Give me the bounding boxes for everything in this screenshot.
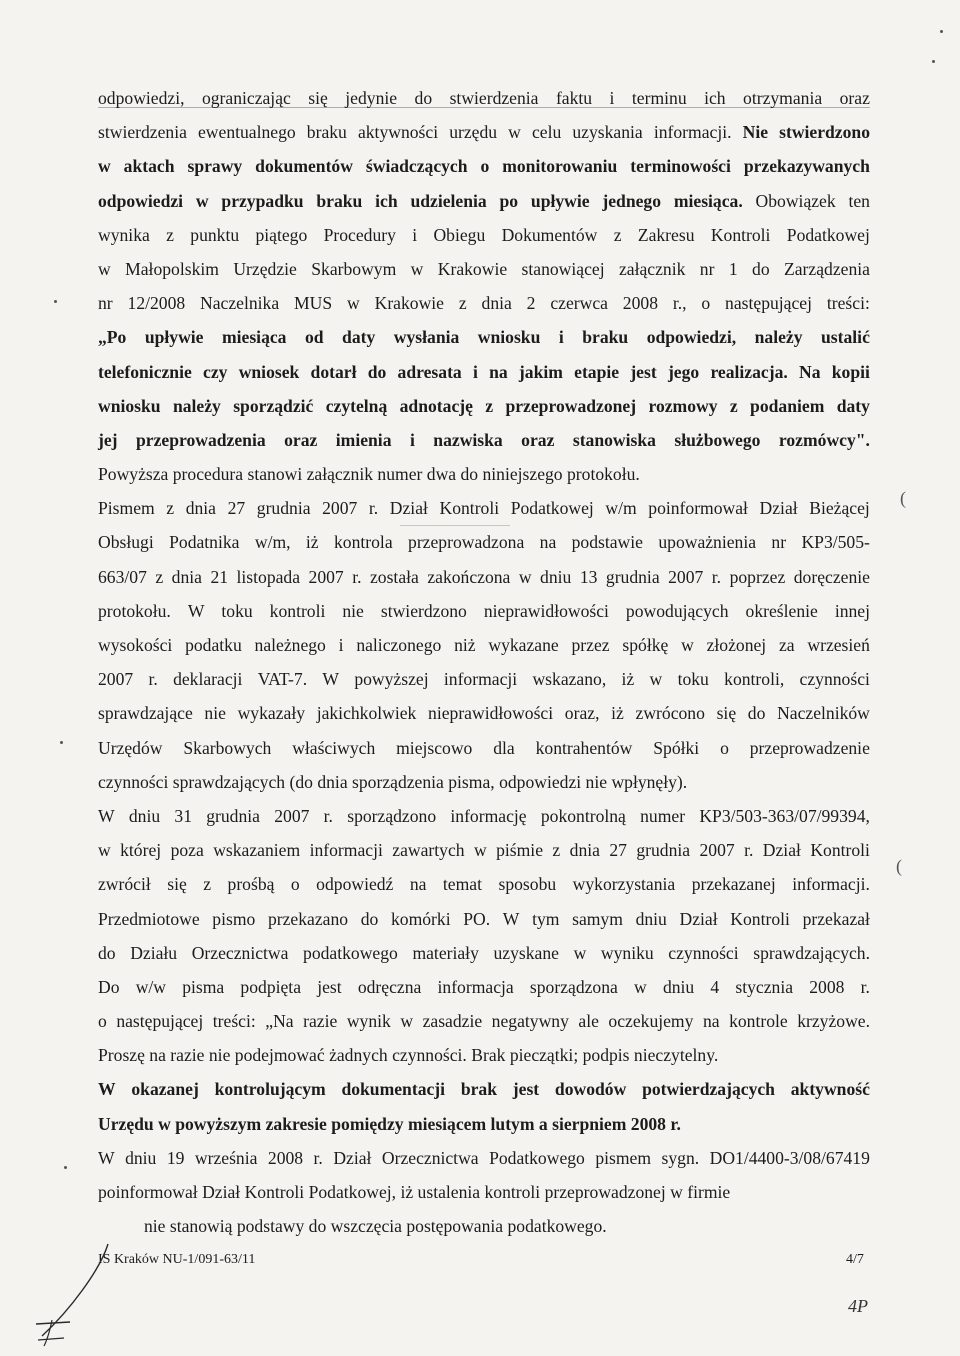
page-number: 4/7 bbox=[846, 1252, 864, 1267]
text-line: stwierdzenia ewentualnego braku aktywności urzędu w celu uzyskania informacji. Nie stwierdzono bbox=[98, 122, 870, 143]
text-line: wniosku należy sporządzić czytelną adnotację z przeprowadzonej rozmowy z podaniem daty bbox=[98, 395, 870, 416]
text-line: czynności sprawdzających (do dnia sporządzenia pisma, odpowiedzi nie wpłynęły). bbox=[98, 771, 688, 792]
text-line: poinformował Dział Kontroli Podatkowej, iż ustalenia kontroli przeprowadzonej w firmie bbox=[98, 1182, 731, 1202]
text-line: W dniu 19 września 2008 r. Dział Orzecznictwa Podatkowego pismem sygn. DO1/4400-3/08/67419 bbox=[98, 1147, 870, 1168]
text-line: o następującej treści: „Na razie wynik w zasadzie negatywny ale oczekujemy na kontrole krzyżowe. bbox=[98, 1011, 870, 1032]
text-line: do Działu Orzecznictwa podatkowego materiały uzyskane w wyniku czynności sprawdzających. bbox=[98, 942, 870, 963]
text-line: 663/07 z dnia 21 listopada 2007 r. została zakończona w dniu 13 grudnia 2007 r. poprzez doręczenie bbox=[98, 566, 870, 587]
scan-speck bbox=[60, 741, 63, 744]
text-line: nie stanowią podstawy do wszczęcia postępowania podatkowego. bbox=[144, 1216, 607, 1237]
text-line: protokołu. W toku kontroli nie stwierdzono nieprawidłowości powodujących określenie innej bbox=[98, 600, 870, 621]
text-line: sprawdzające nie wykazały jakichkolwiek nieprawidłowości oraz, iż zwrócono się do Naczelników bbox=[98, 703, 870, 724]
text-line: telefonicznie czy wniosek dotarł do adresata i na jakim etapie jest jego realizacja. Na kopii bbox=[98, 361, 870, 382]
text-line: Proszę na razie nie podejmować żadnych czynności. Brak pieczątki; podpis nieczytelny. bbox=[98, 1045, 719, 1066]
margin-mark-2: ( bbox=[896, 856, 902, 876]
text-line: Urzędów Skarbowych właściwych miejscowo dla kontrahentów Spółki o przeprowadzenie bbox=[98, 737, 870, 758]
text-line: „Po upływie miesiąca od daty wysłania wniosku i braku odpowiedzi, należy ustalić bbox=[98, 327, 870, 348]
text-line: odpowiedzi, ograniczając się jedynie do stwierdzenia faktu i terminu ich otrzymania oraz bbox=[98, 88, 870, 108]
text-line: jej przeprowadzenia oraz imienia i nazwiska oraz stanowiska służbowego rozmówcy". bbox=[98, 429, 870, 450]
text-line: Przedmiotowe pismo przekazano do komórki PO. W tym samym dniu Dział Kontroli przekazał bbox=[98, 908, 870, 929]
text-line: odpowiedzi w przypadku braku ich udzielenia po upływie jednego miesiąca. Obowiązek ten bbox=[98, 190, 870, 211]
text-line: Obsługi Podatnika w/m, iż kontrola przeprowadzona na podstawie upoważnienia nr KP3/505- bbox=[98, 532, 870, 553]
scan-speck bbox=[940, 30, 943, 33]
text-line: zwrócił się z prośbą o odpowiedź na temat sposobu wykorzystania przekazanej informacji. bbox=[98, 874, 870, 895]
text-line: wysokości podatku należnego i naliczonego niż wykazane przez spółkę w złożonej za wrzesień bbox=[98, 635, 870, 655]
handwritten-note: 4P bbox=[848, 1296, 868, 1316]
text-line: W okazanej kontrolującym dokumentacji brak jest dowodów potwierdzających aktywność bbox=[98, 1079, 870, 1100]
footer-reference: IS Kraków NU-1/091-63/11 bbox=[98, 1252, 256, 1267]
margin-mark-1: ( bbox=[900, 488, 906, 508]
scan-speck bbox=[932, 60, 935, 63]
document-body bbox=[98, 81, 870, 1243]
text-line: Pismem z dnia 27 grudnia 2007 r. Dział Kontroli Podatkowej w/m poinformował Dział Bieżącej bbox=[98, 498, 870, 519]
signature-mark bbox=[30, 1240, 150, 1350]
text-line: W dniu 31 grudnia 2007 r. sporządzono informację pokontrolną numer KP3/503-363/07/99394, bbox=[98, 805, 870, 826]
text-line: nr 12/2008 Naczelnika MUS w Krakowie z dnia 2 czerwca 2008 r., o następującej treści: bbox=[98, 293, 870, 314]
text-line: Do w/w pisma podpięta jest odręczna informacja sporządzona w dniu 4 stycznia 2008 r. bbox=[98, 976, 870, 997]
text-line: Powyższa procedura stanowi załącznik numer dwa do niniejszego protokołu. bbox=[98, 464, 640, 485]
scan-speck bbox=[54, 300, 57, 303]
text-line: w Małopolskim Urzędzie Skarbowym w Krakowie stanowiącej załącznik nr 1 do Zarządzenia bbox=[98, 258, 870, 279]
text-line: 2007 r. deklaracji VAT-7. W powyższej informacji wskazano, iż w toku kontroli, czynności bbox=[98, 669, 870, 690]
text-line: Urzędu w powyższym zakresie pomiędzy miesiącem lutym a sierpniem 2008 r. bbox=[98, 1113, 681, 1134]
text-line: w której poza wskazaniem informacji zawartych w piśmie z dnia 27 grudnia 2007 r. Dział Kontroli bbox=[98, 840, 870, 861]
text-line: w aktach sprawy dokumentów świadczących o monitorowaniu terminowości przekazywanych bbox=[98, 156, 870, 177]
text-line: wynika z punktu piątego Procedury i Obiegu Dokumentów z Zakresu Kontroli Podatkowej bbox=[98, 224, 870, 245]
scan-speck bbox=[64, 1166, 67, 1169]
